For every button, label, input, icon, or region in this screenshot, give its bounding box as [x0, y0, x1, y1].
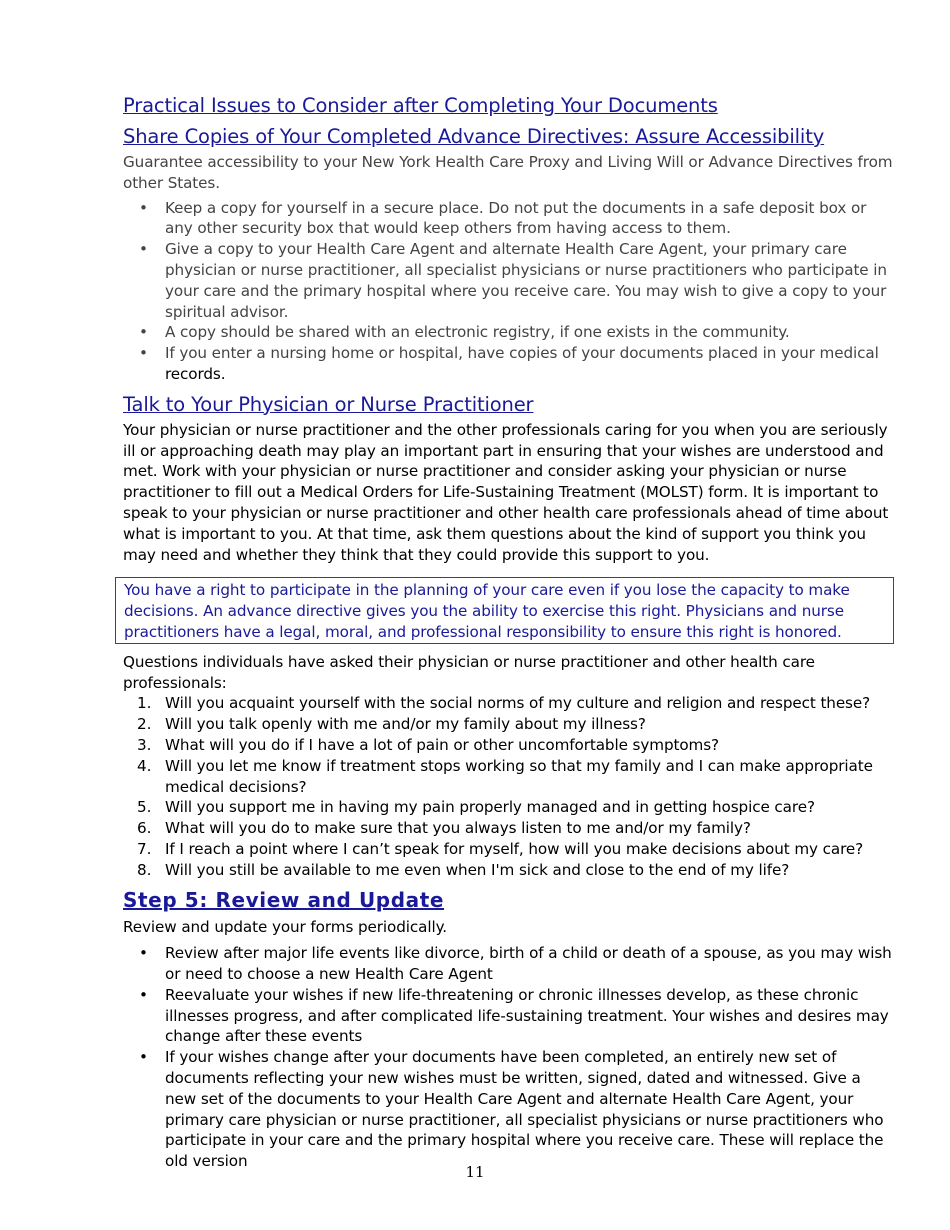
rights-callout-text: You have a right to participate in the planning of your care even if you lose the capacity to make decisions. An advance directive gives you the ability to exercise this right. Physicians and nurse practitioners have a legal, moral, and professional responsibility to ensure this right is honored.	[124, 581, 850, 641]
question-number: 4.	[137, 756, 152, 775]
question-number: 1.	[137, 694, 152, 713]
share-bullet-3: • A copy should be shared with an electronic registry, if one exists in the community.	[123, 322, 894, 343]
questions-list	[123, 693, 894, 880]
question-number: 6.	[137, 819, 152, 838]
question-number: 5.	[137, 798, 152, 817]
section-talk-physician	[123, 389, 894, 881]
question-number: 8.	[137, 860, 152, 879]
question-text: What will you do to make sure that you always listen to me and/or my family?	[165, 819, 751, 838]
heading-step5: Step 5: Review and Update	[123, 887, 445, 912]
question-number: 7.	[137, 839, 152, 858]
section-share-copies	[123, 90, 894, 385]
share-bullet-4-records: records.	[165, 364, 226, 383]
heading-talk-physician: Talk to Your Physician or Nurse Practitioner	[123, 392, 534, 416]
questions-intro: Questions individuals have asked their physician or nurse practitioner and other health care professionals:	[123, 652, 815, 692]
question-text: What will you do if I have a lot of pain or other uncomfortable symptoms?	[165, 735, 720, 754]
share-bullet-list	[123, 198, 894, 385]
question-item	[123, 756, 894, 798]
question-text: If I reach a point where I can’t speak for myself, how will you make decisions about my care?	[165, 839, 864, 858]
step5-bullet-list	[123, 943, 894, 1172]
question-item	[123, 818, 894, 839]
share-intro: Guarantee accessibility to your New York Health Care Proxy and Living Will or Advance Directives from other States.	[123, 153, 893, 192]
section-step5	[123, 885, 894, 1173]
question-text: Will you still be available to me even when I'm sick and close to the end of my life?	[165, 860, 790, 879]
question-text: Will you support me in having my pain properly managed and in getting hospice care?	[165, 798, 815, 817]
step5-bullet-2: • Reevaluate your wishes if new life-threatening or chronic illnesses develop, as these chronic illnesses progress, and after complicated life-sustaining treatment. Your wishes and desires may change after these events	[123, 985, 894, 1047]
question-number: 2.	[137, 715, 152, 734]
question-text: Will you talk openly with me and/or my family about my illness?	[165, 715, 646, 734]
question-item	[123, 735, 894, 756]
question-text: Will you let me know if treatment stops working so that my family and I can make appropriate medical decisions?	[165, 756, 873, 796]
question-item	[123, 839, 894, 860]
step5-intro: Review and update your forms periodically.	[123, 917, 448, 936]
step5-bullet-3: • If your wishes change after your documents have been completed, an entirely new set of documents reflecting your new wishes must be written, signed, dated and witnessed. Give a new set of the documents to your Health Care Agent and alternate Health Care Agent, your primary care physician or nurse practitioner, all specialist physicians or nurse practitioners who participate in your care and the primary hospital where you receive care. These will replace the old version	[123, 1047, 894, 1172]
question-item	[123, 714, 894, 735]
share-bullet-4	[123, 343, 894, 385]
question-number: 3.	[137, 735, 152, 754]
step5-bullet-1: • Review after major life events like divorce, birth of a child or death of a spouse, as you may wish or need to choose a new Health Care Agent	[123, 943, 894, 985]
question-text: Will you acquaint yourself with the social norms of my culture and religion and respect these?	[165, 694, 871, 713]
share-bullet-4-text: If you enter a nursing home or hospital, have copies of your documents placed in your medical	[165, 344, 879, 363]
question-item	[123, 693, 894, 714]
question-item	[123, 860, 894, 881]
share-bullet-2: • Give a copy to your Health Care Agent and alternate Health Care Agent, your primary care physician or nurse practitioner, all specialist physicians or nurse practitioners who participate in your care and the primary hospital where you receive care. You may wish to give a copy to your spiritual advisor.	[123, 239, 894, 322]
heading-share-copies: Share Copies of Your Completed Advance Directives: Assure Accessibility	[123, 125, 825, 148]
page-number: 11	[465, 1163, 485, 1181]
heading-practical-issues: Practical Issues to Consider after Completing Your Documents	[123, 94, 718, 117]
share-bullet-1: • Keep a copy for yourself in a secure place. Do not put the documents in a safe deposit box or any other security box that would keep others from having access to them.	[123, 198, 894, 240]
talk-paragraph: Your physician or nurse practitioner and the other professionals caring for you when you are seriously ill or approaching death may play an important part in ensuring that your wishes are understood and met. Work with your physician or nurse practitioner and consider asking your physician or nurse practitioner to fill out a Medical Orders for Life-Sustaining Treatment (MOLST) form. It is important to speak to your physician or nurse practitioner and other health care professionals ahead of time about what is important to you. At that time, ask them questions about the kind of support you think you may need and whether they think that they could provide this support to you.	[123, 420, 889, 564]
rights-callout-box	[115, 577, 894, 643]
question-item	[123, 797, 894, 818]
